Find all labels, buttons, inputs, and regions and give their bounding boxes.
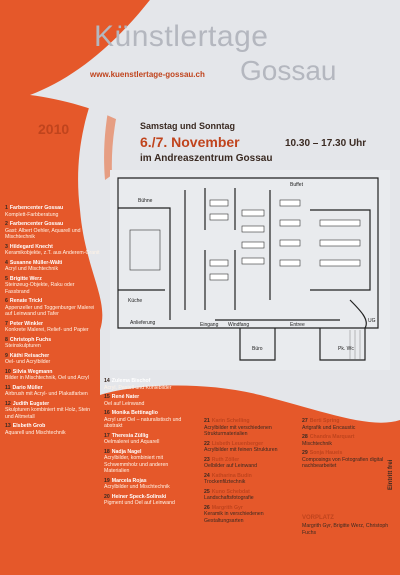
exhibitor-name: Marcela Rojas — [111, 477, 147, 484]
exhibitor-name: Dario Müller — [12, 384, 43, 391]
exhibitor-name: Kuno Schebdat — [211, 488, 250, 495]
exhibitor-number: 29 — [302, 450, 308, 456]
exhibitor-number: 17 — [104, 432, 110, 439]
vorplatz-text: Margrith Gyr, Brigitte Werz, Christoph Fuchs — [302, 522, 389, 536]
free-entry-text: Eintritt frei — [388, 459, 394, 490]
exhibitor-description: Airbrush mit Acryl- und Plakatfarben — [5, 391, 88, 397]
exhibitor-entry — [204, 457, 299, 470]
exhibitor-entry — [5, 369, 100, 382]
plan-label-delivery: Anlieferung — [130, 320, 156, 326]
exhibitor-description: Skulpturen kombiniert mit Holz, Stein und Altmetall — [5, 407, 91, 420]
exhibitor-entry — [5, 353, 100, 366]
exhibitor-number: 6 — [5, 298, 8, 304]
exhibitor-number: 11 — [5, 384, 11, 391]
exhibitor-entry — [204, 418, 299, 438]
exhibitor-description: Gast: Albert Oehler, Aquarell und Mischtechnik — [5, 227, 81, 240]
exhibitor-number: 13 — [5, 423, 11, 429]
exhibitor-entry — [104, 378, 194, 391]
exhibitor-number: 26 — [204, 504, 210, 511]
exhibitor-number: 3 — [5, 243, 8, 250]
exhibitor-name: Katharina Budin — [211, 472, 252, 479]
exhibitor-number: 25 — [204, 488, 210, 495]
exhibitor-list-right — [302, 418, 392, 473]
plan-label-entree: Entree — [290, 322, 305, 328]
exhibitor-name: Renate Trickl — [9, 298, 43, 304]
exhibitor-description: Landschaftsfotografie — [204, 495, 254, 501]
exhibitor-description: Acrylbilder mit verschiedenen Strukturmaterialien — [204, 424, 272, 437]
plan-label-windfang: Windfang — [228, 322, 250, 328]
exhibitor-description: Aquarell und Mischtechnik — [5, 429, 66, 436]
exhibitor-entry — [104, 494, 194, 507]
exhibitor-number: 21 — [204, 418, 210, 424]
exhibitor-entry — [104, 410, 194, 430]
exhibitor-name: Farbencenter Gossau — [9, 221, 64, 227]
exhibitor-number: 20 — [104, 493, 110, 500]
exhibitor-entry — [104, 394, 194, 407]
exhibitor-name: Chandra Marquart — [309, 434, 355, 440]
exhibitor-description: Steinskulpturen — [5, 343, 41, 349]
exhibitor-name: René Nater — [111, 394, 140, 400]
exhibitor-entry — [5, 260, 100, 273]
exhibitor-description: Oel auf Leinwand — [104, 400, 145, 407]
exhibitor-name: Elsbeth Grob — [12, 423, 46, 429]
date-main: 6./7. November — [140, 134, 240, 150]
exhibitor-number: 24 — [204, 472, 210, 479]
exhibitor-number: 1 — [5, 205, 8, 211]
exhibitor-entry — [5, 321, 100, 334]
exhibitor-name: Hildegard Knecht — [9, 243, 53, 250]
exhibitor-name: Berti Spring — [309, 418, 340, 424]
date-days: Samstag und Sonntag — [140, 121, 236, 131]
exhibitor-entry — [104, 449, 194, 475]
exhibitor-entry — [204, 505, 299, 525]
exhibitor-name: Peter Winkler — [9, 320, 43, 327]
exhibitor-name: Käthi Reisacher — [9, 352, 50, 359]
exhibitor-list-left — [5, 205, 100, 439]
vorplatz-heading: VORPLATZ — [302, 515, 334, 521]
exhibitor-number: 12 — [5, 400, 11, 407]
exhibitor-name: Margrith Gyr — [211, 504, 243, 511]
website-url[interactable]: www.kuenstlertage-gossau.ch — [90, 70, 205, 79]
exhibitor-description: Acrylbilder, kombiniert mit Schwemmholz und anderen Materialien — [104, 455, 169, 474]
poster-title-city: Gossau — [240, 55, 337, 86]
exhibitor-number: 22 — [204, 440, 210, 447]
exhibitor-description: Keramikobjekte, z.T. aus Anderem-Granit — [5, 250, 100, 256]
exhibitor-name: Monika Bettinaglio — [111, 410, 158, 416]
exhibitor-number: 7 — [5, 320, 8, 327]
exhibitor-number: 19 — [104, 477, 110, 484]
year: 2010 — [38, 121, 70, 137]
plan-label-ug: UG — [368, 318, 376, 324]
exhibitor-description: Acryl, Pastell und Kohlebilder — [104, 384, 172, 391]
exhibitor-name: Ruth Zöller — [211, 456, 240, 463]
exhibitor-entry — [5, 423, 100, 436]
exhibitor-description: Acryl und Oel – naturalistisch und abstrakt — [104, 416, 182, 429]
exhibitor-entry — [104, 478, 194, 491]
plan-label-buffet: Buffet — [290, 182, 303, 188]
exhibitor-description: Acryl und Mischtechnik — [5, 266, 59, 272]
exhibitor-entry — [5, 221, 100, 241]
vorplatz-section — [302, 515, 400, 536]
exhibitor-description: Mischtechnik — [302, 440, 332, 447]
exhibitor-entry — [104, 433, 194, 446]
exhibitor-number: 2 — [5, 221, 8, 227]
exhibitor-list-center — [204, 418, 299, 527]
exhibitor-number: 4 — [5, 259, 8, 266]
exhibitor-entry — [5, 276, 100, 296]
exhibitor-description: Composings von Fotografien digital nachbearbeitet — [302, 456, 384, 469]
exhibitor-name: Theresia Züllig — [111, 432, 149, 439]
venue: im Andreaszentrum Gossau — [140, 153, 273, 164]
exhibitor-number: 5 — [5, 275, 8, 282]
exhibitor-number: 18 — [104, 448, 110, 455]
exhibitor-number: 9 — [5, 352, 8, 359]
exhibitor-number: 15 — [104, 394, 110, 400]
exhibitor-description: Appenzeller und Toggenburger Malerei auf Leinwand und Tafer — [5, 304, 95, 317]
exhibitor-name: Christoph Fuchs — [9, 336, 52, 343]
exhibitor-entry — [5, 298, 100, 318]
exhibitor-description: Oelmalerei und Aquarell — [104, 439, 160, 445]
exhibitor-name: Susanne Müller-Wälti — [9, 259, 63, 266]
exhibitor-entry — [302, 434, 392, 447]
exhibitor-entry — [5, 385, 100, 398]
exhibitor-description: Komplett-Farbberatung — [5, 211, 59, 218]
exhibitor-number: 8 — [5, 336, 8, 343]
exhibitor-description: Oelbilder auf Leinwand — [204, 463, 258, 469]
exhibitor-entry — [204, 473, 299, 486]
exhibitor-description: Konkrete Malerei, Relief- und Papier — [5, 327, 89, 333]
exhibitor-description: Pigment und Oel auf Leinwand — [104, 500, 175, 506]
floor-plan — [110, 170, 390, 370]
exhibitor-number: 23 — [204, 456, 210, 463]
exhibitor-name: Judith Eugster — [12, 400, 50, 407]
exhibitor-description: Oel- und Acrylbilder — [5, 359, 51, 365]
exhibitor-number: 28 — [302, 434, 308, 440]
plan-label-wc: Pk. Wc — [338, 346, 354, 352]
exhibitor-name: Farbencenter Gossau — [9, 205, 64, 211]
exhibitor-description: Keramik in verschiedenen Gestaltungsarten — [204, 511, 264, 524]
exhibitor-entry — [302, 450, 392, 470]
exhibitor-name: Karin Schelling — [211, 418, 250, 424]
exhibitor-entry — [5, 401, 100, 421]
exhibitor-entry — [204, 489, 299, 502]
plan-label-stage: Bühne — [138, 198, 153, 204]
exhibitor-description: Steinzeug-Objekte, Raku oder Fassbrand — [5, 282, 75, 295]
plan-label-office: Büro — [252, 346, 263, 352]
plan-label-kitchen: Küche — [128, 298, 143, 304]
exhibitor-entry — [5, 205, 100, 218]
exhibitor-name: Sonja Haueis — [309, 450, 343, 456]
exhibitor-number: 16 — [104, 410, 110, 416]
exhibitor-name: Heiner Speck-Solinski — [111, 493, 167, 500]
exhibitor-name: Silvia Wegmann — [12, 368, 53, 375]
exhibitor-entry — [302, 418, 392, 431]
poster-title: Künstlertage — [94, 20, 269, 53]
exhibitor-description: Acrylbilder und Mischtechnik — [104, 484, 170, 490]
exhibitor-name: Brigitte Werz — [9, 275, 42, 282]
exhibitor-number: 10 — [5, 368, 11, 375]
exhibitor-description: Bilder in Mischtechnik, Oel und Acryl — [5, 375, 89, 381]
plan-label-entrance: Eingang — [200, 322, 219, 328]
opening-time: 10.30 – 17.30 Uhr — [285, 138, 367, 149]
exhibitor-description: Artgrafik und Encaustic — [302, 424, 356, 431]
exhibitor-number: 14 — [104, 378, 110, 384]
exhibitor-description: Acrylbilder mit feinen Strukturen — [204, 447, 278, 453]
exhibitor-name: Zulema Bischof — [111, 378, 151, 384]
exhibitor-entry — [5, 244, 100, 257]
exhibitor-description: Trockenfilztechnik — [204, 479, 246, 485]
exhibitor-name: Lisbeth Leuenberger — [211, 440, 264, 447]
exhibitor-entry — [204, 441, 299, 454]
exhibitor-entry — [5, 337, 100, 350]
exhibitor-list-middle — [104, 378, 194, 510]
exhibitor-number: 27 — [302, 418, 308, 424]
exhibitor-name: Nadja Nagel — [111, 448, 142, 455]
